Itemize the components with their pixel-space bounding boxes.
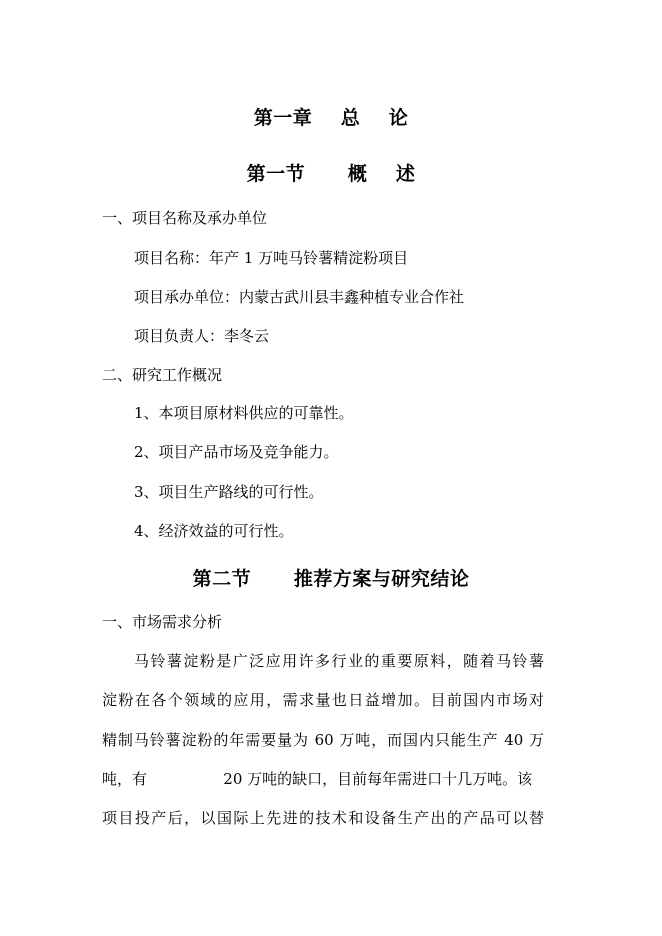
section-title-overview: 第一节 概 述 (246, 163, 416, 185)
list-item: 1、本项目原材料供应的可靠性。 (134, 404, 354, 422)
project-undertaker-line: 项目承办单位：内蒙古武川县丰鑫种植专业合作社 (134, 288, 465, 306)
paragraph-line: 淀粉在各个领域的应用，需求量也日益增加。目前国内市场对 (102, 691, 544, 709)
chapter-title: 第一章 总 论 (253, 107, 409, 129)
list-item: 2、项目产品市场及竞争能力。 (134, 443, 339, 461)
project-name-line: 项目名称：年产 1 万吨马铃薯精淀粉项目 (134, 249, 409, 267)
section-label-research-overview: 二、研究工作概况 (102, 366, 223, 384)
paragraph-line: 马铃薯淀粉是广泛应用许多行业的重要原料，随着马铃薯 (134, 652, 544, 670)
list-item: 3、项目生产路线的可行性。 (134, 483, 324, 501)
list-item: 4、经济效益的可行性。 (134, 522, 294, 540)
section-label-project-name: 一、项目名称及承办单位 (102, 209, 268, 227)
section-title-recommendation: 第二节 推荐方案与研究结论 (192, 568, 470, 590)
paragraph-line: 吨，有 20 万吨的缺口，目前每年需进口十几万吨。该 (102, 770, 533, 788)
project-leader-line: 项目负责人：李冬云 (134, 327, 270, 345)
section-label-market-demand: 一、市场需求分析 (102, 613, 223, 631)
paragraph-line: 精制马铃薯淀粉的年需要量为 60 万吨，而国内只能生产 40 万 (102, 731, 544, 749)
paragraph-line: 项目投产后，以国际上先进的技术和设备生产出的产品可以替 (102, 809, 544, 827)
